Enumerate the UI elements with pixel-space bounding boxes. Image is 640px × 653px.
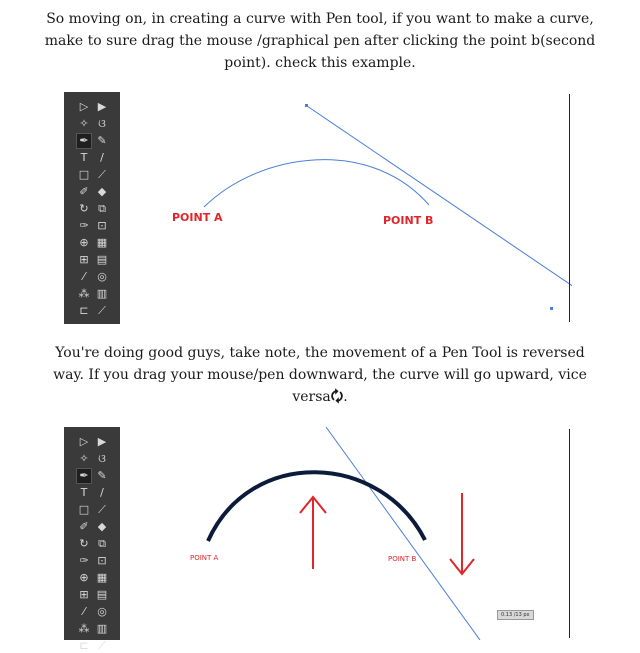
rectangle-tool-icon[interactable]: □ [78,503,90,516]
line-tool-icon[interactable]: / [100,486,104,499]
graph-tool-icon[interactable]: ▥ [96,622,108,635]
handle-point-bottom [550,307,553,310]
symbol-sprayer-tool-icon[interactable]: ⁂ [78,287,90,300]
curvature-tool-icon[interactable]: ✎ [97,469,107,482]
handle-point-top [305,104,308,107]
window-edge [569,429,570,638]
curvature-tool-icon[interactable]: ✎ [97,134,107,147]
selection-tool-icon[interactable]: ▷ [79,435,89,448]
tip-text: You're doing good guys, take note, the movement of a Pen Tool is reversed way. If you drag your mouse/pen downward, the curve will go upward, vice versa [53,345,587,405]
perspective-grid-tool-icon[interactable]: ▦ [96,571,108,584]
slice-tool-icon[interactable]: ⟋ [98,304,106,317]
type-tool-icon[interactable]: T [80,151,88,164]
rotate-tool-icon[interactable]: ↻ [79,202,89,215]
scale-tool-icon[interactable]: ⧉ [98,202,106,215]
handle-line [307,106,572,310]
lasso-tool-icon[interactable]: ଓ [98,452,106,465]
graph-tool-icon[interactable]: ▥ [96,287,108,300]
direct-selection-tool-icon[interactable]: ▶ [97,100,107,113]
direct-selection-tool-icon[interactable]: ▶ [97,435,107,448]
paintbrush-tool-icon[interactable]: ⟋ [98,168,106,181]
tip-paragraph: You're doing good guys, take note, the movement of a Pen Tool is reversed way. If you drag your mouse/pen downward, the curve will go upward, vice versa🗘. [53,345,587,405]
curve-path [204,160,429,207]
pen-tool-icon[interactable]: ✒ [77,134,91,148]
window-edge [569,94,570,322]
artboard-tool-icon[interactable]: ⊏ [79,639,89,652]
artboard-tool-icon[interactable]: ⊏ [79,304,89,317]
shape-builder-tool-icon[interactable]: ⊕ [79,571,89,584]
warp-tool-icon[interactable]: ✑ [79,219,89,232]
rotate-tool-icon[interactable]: ↻ [79,537,89,550]
example-screenshot-2 [64,427,572,652]
slice-tool-icon[interactable]: ⟋ [98,639,106,652]
symbol-sprayer-tool-icon[interactable]: ⁂ [78,622,90,635]
up-arrow-icon [300,497,326,569]
tools-panel [64,92,120,324]
point-b-label: POINT B [383,214,434,227]
example-screenshot-1 [64,92,572,324]
pen-tool-icon[interactable]: ✒ [77,469,91,483]
type-tool-icon[interactable]: T [80,486,88,499]
point-a-label: POINT A [172,211,223,224]
artboard-canvas [120,92,572,324]
artboard-canvas [120,427,572,640]
magic-wand-tool-icon[interactable]: ✧ [79,117,89,130]
blend-tool-icon[interactable]: ◎ [97,270,107,283]
selection-tool-icon[interactable]: ▷ [79,100,89,113]
shaper-tool-icon[interactable]: ✐ [79,520,89,533]
line-tool-icon[interactable]: / [100,151,104,164]
eraser-tool-icon[interactable]: ◆ [97,185,107,198]
blend-tool-icon[interactable]: ◎ [97,605,107,618]
rectangle-tool-icon[interactable]: □ [78,168,90,181]
perspective-grid-tool-icon[interactable]: ▦ [96,236,108,249]
magic-wand-tool-icon[interactable]: ✧ [79,452,89,465]
measurement-tooltip: 0.13 /13 px [497,610,534,620]
eyedropper-tool-icon[interactable]: ⁄ [83,270,85,283]
curve-path [208,472,425,541]
down-arrow-icon [450,493,474,574]
refresh-icon: 🗘 [330,389,344,405]
handle-line [326,427,480,640]
mesh-tool-icon[interactable]: ⊞ [79,253,89,266]
warp-tool-icon[interactable]: ✑ [79,554,89,567]
lasso-tool-icon[interactable]: ଓ [98,117,106,130]
point-b-label: POINT B [388,555,417,563]
free-transform-tool-icon[interactable]: ⊡ [97,219,107,232]
intro-paragraph: So moving on, in creating a curve with Pen tool, if you want to make a curve, make to sure drag the mouse /graphical pen after clicking the point b(second point). check this example. [44,11,596,71]
scale-tool-icon[interactable]: ⧉ [98,537,106,550]
point-a-label: POINT A [190,554,219,562]
eyedropper-tool-icon[interactable]: ⁄ [83,605,85,618]
shape-builder-tool-icon[interactable]: ⊕ [79,236,89,249]
shaper-tool-icon[interactable]: ✐ [79,185,89,198]
free-transform-tool-icon[interactable]: ⊡ [97,554,107,567]
gradient-tool-icon[interactable]: ▤ [96,588,108,601]
tools-panel [64,427,120,652]
gradient-tool-icon[interactable]: ▤ [96,253,108,266]
paintbrush-tool-icon[interactable]: ⟋ [98,503,106,516]
mesh-tool-icon[interactable]: ⊞ [79,588,89,601]
eraser-tool-icon[interactable]: ◆ [97,520,107,533]
